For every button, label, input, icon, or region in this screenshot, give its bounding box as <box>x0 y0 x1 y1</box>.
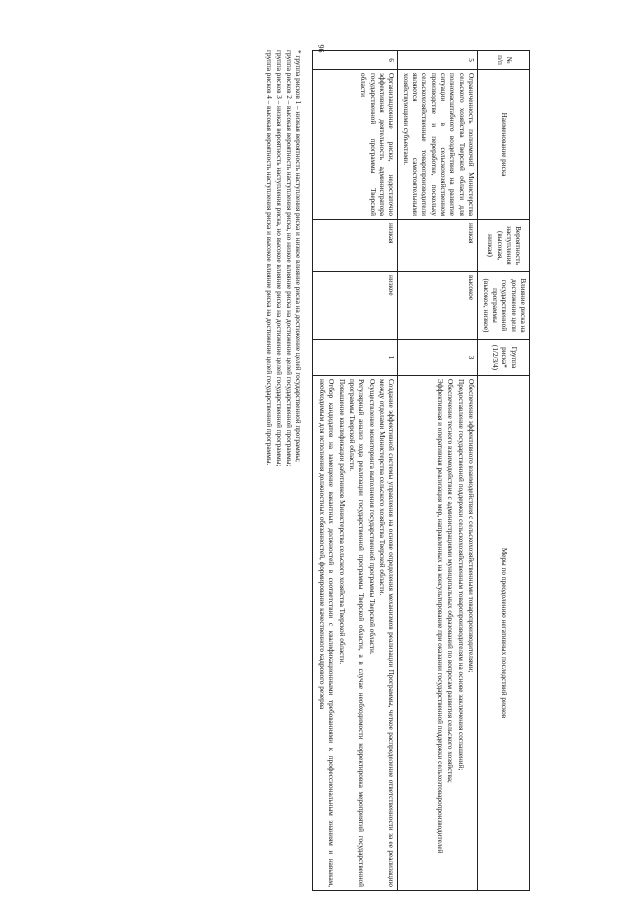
measure-item: Создание эффективной системы управления на основе определения механизмов реализации Программы, четкое распределение ответственности за ее реализацию между отделами Министерства сельского хозяйства Тверской области. <box>377 379 396 887</box>
rotated-content <box>110 50 530 890</box>
measure-item: Обеспечение эффективного взаимодействия с сельскохозяйственными товаропроизводителями; <box>467 379 476 673</box>
header-num: № п/п <box>478 51 530 70</box>
footnote: * группа рисков 1 – низкая вероятность наступления риска и низкое влияние риска на достижение целей государственной программы; <box>294 50 303 463</box>
header-risk-name: Наименование риска <box>478 70 530 220</box>
row-num: 6 <box>313 51 398 70</box>
probability-cell: низкая <box>313 220 398 272</box>
impact-cell: низкое <box>313 272 398 340</box>
header-measures: Меры по преодолению негативных последствий рисков <box>478 376 530 891</box>
probability-cell: низкая <box>398 220 478 272</box>
risk-table <box>312 50 530 891</box>
table-row <box>398 51 478 891</box>
table-row <box>313 51 398 891</box>
footnotes <box>264 50 303 890</box>
risk-name-cell: Ограниченность полномочий Министерства сельского хозяйства Тверской области для полномасштабного воздействия на развитие ситуации в сельскохозяйственном производстве и переработке, поскольку сельскохозяйственные товаропроизводители являются самостоятельными хозяйствующими субъектами. <box>398 70 478 220</box>
header-impact: Влияние риска на достижение цели государственной программы (высокое, низкое) <box>478 272 530 340</box>
header-risk-group: Группа риска* (1/2/3/4) <box>478 340 530 376</box>
measure-item: Регулярный анализ хода реализации государственной программы Тверской области, а в случае необходимости корректировка мероприятий государственной программы Тверской области. <box>347 379 366 887</box>
risk-group-cell: 3 <box>398 340 478 376</box>
page-number: 96 <box>316 44 326 53</box>
measure-item: Повышение квалификации работников Министерства сельского хозяйства Тверской области. <box>337 379 346 665</box>
row-num: 5 <box>398 51 478 70</box>
table-header-row <box>478 51 530 891</box>
risk-name-cell: Организационные риски, недостаточно эффективная деятельность администратора государственной программы Тверской области <box>313 70 398 220</box>
measure-item: Предоставление государственной поддержки сельскохозяйственным товаропроизводителям на основе заключения соглашений; <box>456 379 465 771</box>
footnote: группа рисков 4 – высокая вероятность наступления риска и высокое влияние риска на достижение целей государственной программы. <box>265 50 274 466</box>
header-probability: Вероятность наступления (высокая, низкая) <box>478 220 530 272</box>
risk-group-cell: 1 <box>313 340 398 376</box>
measure-item: Эффективная и оперативная реализация мер, направленных на консультирование при оказании государственной поддержки сельхозтоваропроизводителей <box>436 379 445 854</box>
impact-cell: высокое <box>398 272 478 340</box>
footnote: группа рисков 3 – низкая вероятность наступления риска, но высокое влияние риска на достижение целей государственной программы; <box>275 50 284 467</box>
measure-item: Обеспечение тесного взаимодействия с администрациями муниципальных образований по вопросам развития сельского хозяйства; <box>446 379 455 783</box>
measure-item: Отбор кандидатов на замещение вакантных должностей в соответствии с квалификационными требованиями к профессиональным знаниям и навыкам, необходимым для исполнения должностных обязанностей, формирование качественного кадрового резерва <box>317 379 336 887</box>
measure-item: Осуществление мониторинга выполнения государственной программы Тверской области. <box>367 379 376 655</box>
measures-cell <box>313 376 398 891</box>
footnote: группа рисков 2 – высокая вероятность наступления риска, но низкое влияние риска на достижение целей государственной программы; <box>284 50 293 467</box>
measures-cell <box>398 376 478 891</box>
